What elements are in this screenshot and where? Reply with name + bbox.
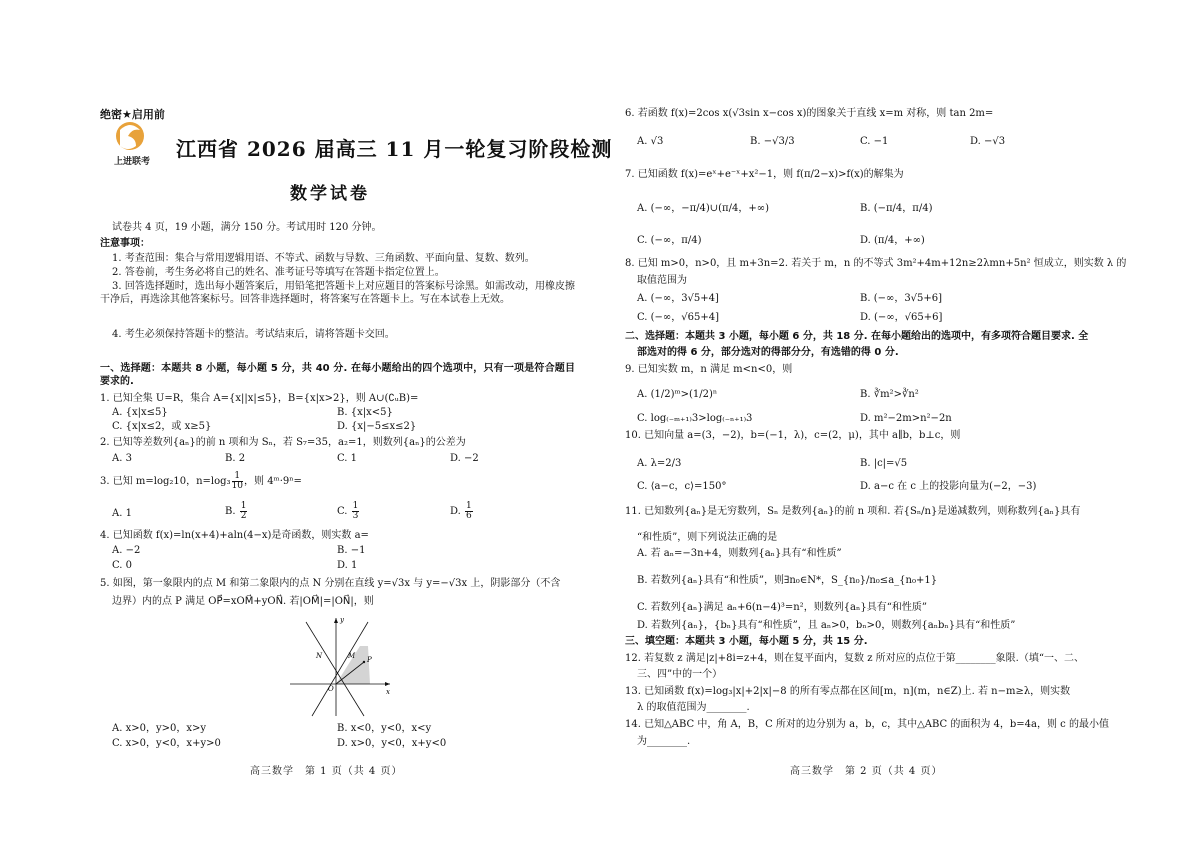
q11-option-b: B. 若数列{aₙ}具有“和性质”，则∃n₀∈N*，S_{n₀}/n₀≤a_{n₀+1}	[637, 575, 938, 586]
exam-title: 江西省 2026 届高三 11 月一轮复习阶段检测	[176, 137, 613, 161]
notes-title: 注意事项：	[100, 238, 150, 249]
q2-option-a: A. 3	[112, 453, 132, 464]
note-3: 3. 回答选择题时，选出每小题答案后，用铅笔把答题卡上对应题目的答案标号涂黑。如需改动，用橡皮擦干净后，再选涂其他答案标号。回答非选择题时，将答案写在答题卡上。写在本试卷上无效。	[100, 281, 575, 305]
q6-option-a: A. √3	[637, 136, 664, 147]
section-3-heading: 三、填空题：本题共 3 小题，每小题 5 分，共 15 分.	[625, 636, 868, 647]
q2-stem: 2. 已知等差数列{aₙ}的前 n 项和为 Sₙ，若 S₇=35，a₂=1，则数列{aₙ}的公差为	[100, 437, 466, 448]
q7-option-c: C. (−∞，π/4)	[637, 235, 702, 246]
q8-stem-line-2: 取值范围为	[637, 275, 687, 286]
q11-stem-line-2: “和性质”，则下列说法正确的是	[637, 532, 778, 543]
label-x: x	[386, 688, 390, 696]
q8-option-a: A. (−∞，3√5+4]	[637, 293, 719, 304]
q5-option-c: C. x>0，y<0，x+y>0	[112, 738, 221, 749]
q12-line-2: 三、四”中的一个）	[637, 669, 723, 680]
q9-option-d: D. m²−2m>n²−2n	[860, 413, 952, 424]
q4-stem: 4. 已知函数 f(x)=ln(x+4)+aln(4−x)是奇函数，则实数 a=	[100, 530, 369, 541]
page-1	[100, 0, 613, 851]
q6-option-b: B. −√3/3	[750, 136, 795, 147]
q4-option-a: A. −2	[112, 545, 141, 556]
section-2-heading-line-1: 二、选择题：本题共 3 小题，每小题 6 分，共 18 分. 在每小题给出的选项中，有多项符合题目要求. 全	[625, 331, 1089, 342]
q14-line-1: 14. 已知△ABC 中，角 A，B，C 所对的边分别为 a，b，c，其中△ABC 的面积为 4，b=4a，则 c 的最小值	[625, 719, 1109, 730]
q11-stem-line-1: 11. 已知数列{aₙ}是无穷数列，Sₙ 是数列{aₙ}的前 n 项和. 若{Sₙ/n}是递减数列，则称数列{aₙ}具有	[625, 506, 1081, 517]
q4-option-b: B. −1	[337, 545, 366, 556]
q3-fraction: $\frac{1}{10}$	[231, 471, 244, 491]
q3-option-d: D. $\frac{1}{6}$	[450, 501, 472, 521]
q3-stem-pre: 3. 已知 m=log₂10，n=log₃	[100, 476, 231, 487]
label-m: M	[348, 652, 356, 660]
section-1-heading: 一、选择题：本题共 8 小题，每小题 5 分，共 40 分. 在每小题给出的四个选项中，只有一项是符合题目要求的.	[100, 363, 575, 387]
q9-stem: 9. 已知实数 m，n 满足 m<n<0，则	[625, 364, 793, 375]
q1-option-c: C. {x|x≤2，或 x≥5}	[112, 421, 212, 432]
q10-option-d: D. a−c 在 c 上的投影向量为(−2，−3)	[860, 481, 1037, 492]
q3-option-b: B. $\frac{1}{2}$	[225, 501, 247, 521]
q1-option-d: D. {x|−5≤x≤2}	[337, 421, 417, 432]
q10-option-a: A. λ=2/3	[637, 458, 682, 469]
q9-option-a: A. (1/2)ᵐ>(1/2)ⁿ	[637, 389, 718, 400]
q3-stem-post: ，则 4ᵐ·9ⁿ=	[244, 476, 302, 487]
page-1-footer: 高三数学 第 1 页（共 4 页）	[250, 766, 403, 777]
label-n: N	[316, 652, 323, 660]
confidential-label: 绝密★启用前	[100, 108, 165, 121]
q7-option-b: B. (−π/4，π/4)	[860, 203, 933, 214]
note-2: 2. 答卷前，考生务必将自己的姓名、准考证号等填写在答题卡指定位置上。	[112, 267, 445, 278]
logo	[102, 118, 162, 170]
q1-stem: 1. 已知全集 U=R，集合 A={x||x|≤5}，B={x|x>2}，则 A∪(∁ᵤB)=	[100, 393, 419, 404]
q5-diagram	[286, 612, 396, 718]
q1-option-a: A. {x|x≤5}	[112, 407, 168, 418]
page-2-footer: 高三数学 第 2 页（共 4 页）	[790, 766, 943, 777]
q7-stem: 7. 已知函数 f(x)=eˣ+e⁻ˣ+x²−1，则 f(π/2−x)>f(x)的解集为	[625, 169, 904, 180]
q11-option-a: A. 若 aₙ=−3n+4，则数列{aₙ}具有“和性质”	[637, 548, 842, 559]
label-p: P	[367, 656, 372, 664]
q5-option-b: B. x<0，y<0，x<y	[337, 723, 432, 734]
q3-option-a: A. 1	[112, 508, 132, 519]
q9-option-c: C. log₍₋ₘ₊₁₎3>log₍₋ₙ₊₁₎3	[637, 413, 753, 424]
q12-line-1: 12. 若复数 z 满足|z|+8i=z+4，则在复平面内，复数 z 所对应的点位于第________象限.（填“一、二、	[625, 653, 1084, 664]
y-axis-arrow	[334, 618, 338, 623]
q5-figure	[286, 612, 396, 718]
logo-text: 上进联考	[113, 157, 151, 167]
section-2-heading-line-2: 部选对的得 6 分，部分选对的得部分分，有选错的得 0 分.	[637, 347, 899, 358]
q9-option-b: B. ∛m²>∛n²	[860, 389, 919, 400]
q2-option-b: B. 2	[225, 453, 246, 464]
q11-option-c: C. 若数列{aₙ}满足 aₙ+6(n−4)³=n²，则数列{aₙ}具有“和性质”	[637, 602, 927, 613]
q8-stem-line-1: 8. 已知 m>0，n>0，且 m+3n=2. 若关于 m，n 的不等式 3m²+4m+12n≥2λmn+5n² 恒成立，则实数 λ 的	[625, 258, 1127, 269]
q10-stem: 10. 已知向量 a=(3，−2)，b=(−1，λ)，c=(2，μ)，其中 a∥b，b⊥c，则	[625, 430, 961, 441]
point-p	[363, 661, 365, 663]
q10-option-c: C. ⟨a−c，c⟩=150°	[637, 481, 727, 492]
q6-option-d: D. −√3	[970, 136, 1006, 147]
q10-option-b: B. |c|=√5	[860, 458, 908, 469]
q6-stem: 6. 若函数 f(x)=2cos x(√3sin x−cos x)的图象关于直线 x=m 对称，则 tan 2m=	[625, 108, 994, 119]
x-axis-arrow	[385, 682, 390, 686]
q4-option-d: D. 1	[337, 560, 358, 571]
q5-stem-line-1: 5. 如图，第一象限内的点 M 和第二象限内的点 N 分别在直线 y=√3x 与 y=−√3x 上，阴影部分（不含	[100, 578, 561, 589]
q5-stem-line-2: 边界）内的点 P 满足 OP⃗=xOM⃗+yON⃗. 若|OM⃗|=|ON⃗|，则	[112, 596, 374, 607]
label-o: O	[328, 685, 334, 693]
q13-line-2: λ 的取值范围为________.	[637, 702, 750, 713]
exam-subject: 数学试卷	[290, 184, 370, 204]
q6-option-c: C. −1	[860, 136, 889, 147]
page-2	[625, 0, 1127, 851]
intro-text: 试卷共 4 页，19 小题，满分 150 分。考试用时 120 分钟。	[112, 222, 382, 233]
q2-option-c: C. 1	[337, 453, 358, 464]
q5-option-a: A. x>0，y>0，x>y	[112, 723, 207, 734]
q14-line-2: 为________.	[637, 736, 691, 747]
q13-line-1: 13. 已知函数 f(x)=log₃|x|+2|x|−8 的所有零点都在区间[m，n](m，n∈Z)上. 若 n−m≥λ，则实数	[625, 686, 1071, 697]
note-1: 1. 考查范围：集合与常用逻辑用语、不等式、函数与导数、三角函数、平面向量、复数、数列。	[112, 253, 535, 264]
q1-option-b: B. {x|x<5}	[337, 407, 393, 418]
q7-option-a: A. (−∞，−π/4)∪(π/4，+∞)	[637, 203, 769, 214]
q5-option-d: D. x>0，y<0，x+y<0	[337, 738, 447, 749]
q4-option-c: C. 0	[112, 560, 133, 571]
q2-option-d: D. −2	[450, 453, 479, 464]
q8-option-d: D. (−∞，√65+6]	[860, 312, 943, 323]
q8-option-b: B. (−∞，3√5+6]	[860, 293, 943, 304]
label-y: y	[340, 616, 344, 624]
logo-icon	[102, 118, 162, 170]
q11-option-d: D. 若数列{aₙ}，{bₙ}具有“和性质”，且 aₙ>0，bₙ>0，则数列{aₙbₙ}具有“和性质”	[637, 620, 1016, 631]
q8-option-c: C. (−∞，√65+4]	[637, 312, 720, 323]
q7-option-d: D. (π/4，+∞)	[860, 235, 925, 246]
q3-option-c: C. $\frac{1}{3}$	[337, 501, 359, 521]
q3-stem	[100, 472, 302, 491]
note-4: 4. 考生必须保持答题卡的整洁。考试结束后，请将答题卡交回。	[112, 329, 395, 340]
